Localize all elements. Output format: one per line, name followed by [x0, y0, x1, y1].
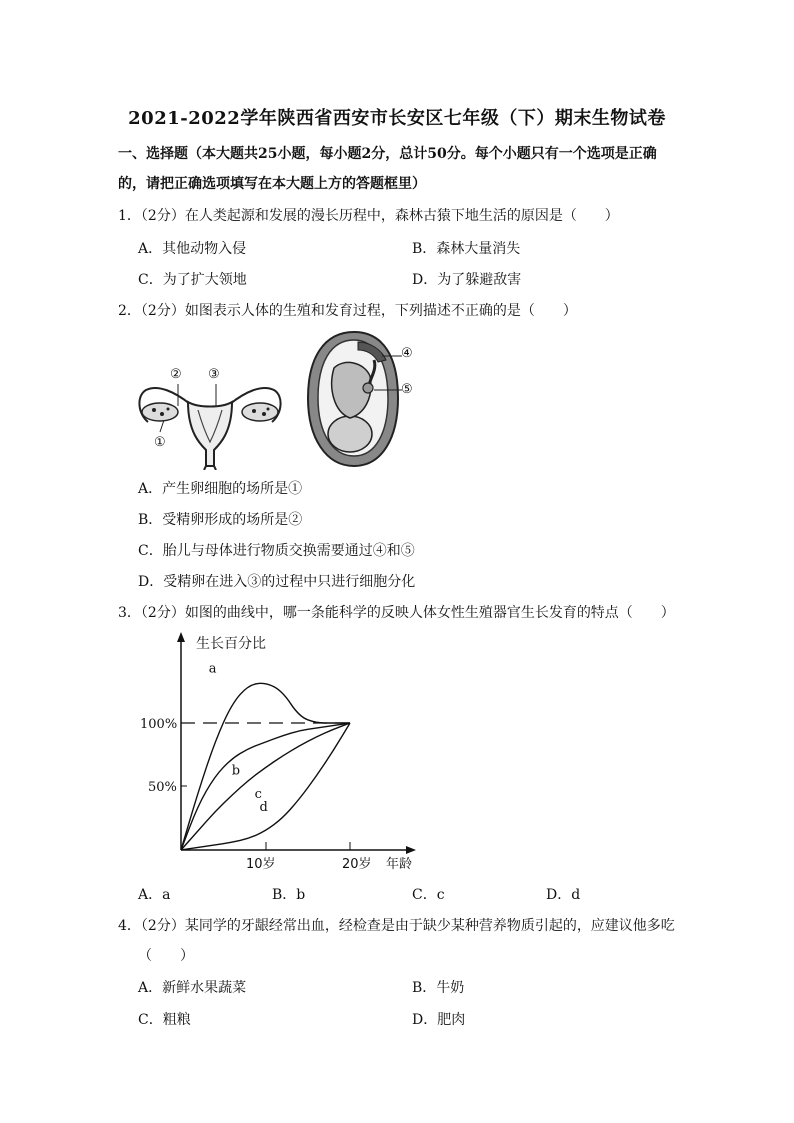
page-title: 2021-2022学年陕西省西安市长安区七年级（下）期末生物试卷	[128, 108, 666, 129]
series-a-label: a	[208, 661, 217, 677]
figure-label-1: ①	[154, 435, 166, 450]
question-2-stem: 2．（2分）如图表示人体的生殖和发育过程，下列描述不正确的是（ ）	[118, 303, 577, 319]
q4-option-a[interactable]: A．新鲜水果蔬菜	[138, 980, 247, 996]
section-heading	[118, 139, 688, 199]
q3-option-a[interactable]: A．a	[138, 887, 171, 903]
y-tick-label-100: 100%	[140, 717, 178, 732]
figure-label-3: ③	[208, 367, 220, 382]
x-tick-label-20: 20岁	[342, 857, 372, 872]
section-heading-line2: 的，请把正确选项填写在本大题上方的答题框里）	[118, 176, 426, 192]
series-d-label: d	[259, 799, 268, 815]
x-tick-label-10: 10岁	[246, 857, 276, 872]
q2-option-b[interactable]: B．受精卵形成的场所是②	[138, 512, 303, 528]
figure-label-5: ⑤	[401, 382, 413, 397]
fetus-figure	[304, 328, 404, 470]
y-axis-label: 生长百分比	[196, 636, 266, 652]
q4-option-d[interactable]: D．肥肉	[412, 1012, 466, 1028]
q1-option-a[interactable]: A．其他动物入侵	[138, 241, 247, 257]
q3-option-c[interactable]: C．c	[412, 887, 445, 903]
figure-label-4: ④	[401, 346, 413, 361]
q2-option-d[interactable]: D．受精卵在进入③的过程中只进行细胞分化	[138, 574, 416, 590]
q3-option-b[interactable]: B．b	[272, 887, 306, 903]
q1-option-d[interactable]: D．为了躲避敌害	[412, 272, 522, 288]
y-tick-label-50: 50%	[148, 780, 177, 795]
q2-option-c[interactable]: C．胎儿与母体进行物质交换需要通过④和⑤	[138, 543, 415, 559]
series-a-line	[181, 683, 350, 850]
q1-option-c[interactable]: C．为了扩大领地	[138, 272, 247, 288]
figure-label-2: ②	[170, 367, 182, 382]
y-axis-arrow	[177, 632, 185, 642]
series-b-label: b	[231, 763, 241, 779]
series-c-label: c	[254, 787, 262, 803]
chart-series-group	[181, 661, 350, 850]
question-1-stem: 1．（2分）在人类起源和发展的漫长历程中，森林古猿下地生活的原因是（ ）	[118, 208, 619, 224]
x-axis-label: 年龄	[386, 857, 413, 872]
q2-option-a[interactable]: A．产生卵细胞的场所是①	[138, 481, 303, 497]
growth-chart	[130, 628, 430, 874]
section-heading-line1: 一、选择题（本大题共25小题，每小题2分，总计50分。每个小题只有一个选项是正确	[118, 146, 657, 162]
q1-option-b[interactable]: B．森林大量消失	[412, 241, 521, 257]
q4-option-b[interactable]: B．牛奶	[412, 980, 465, 996]
question-4-stem-line1: 4．（2分）某同学的牙龈经常出血，经检查是由于缺少某种营养物质引起的，应建议他多吃	[118, 918, 675, 934]
q3-option-d[interactable]: D．d	[546, 887, 581, 903]
question-3-stem: 3．（2分）如图的曲线中，哪一条能科学的反映人体女性生殖器官生长发育的特点（ ）	[118, 605, 675, 621]
question-4-stem-line2: （ ）	[138, 948, 194, 964]
q4-option-c[interactable]: C．粗粮	[138, 1012, 191, 1028]
x-axis-arrow	[406, 846, 416, 854]
